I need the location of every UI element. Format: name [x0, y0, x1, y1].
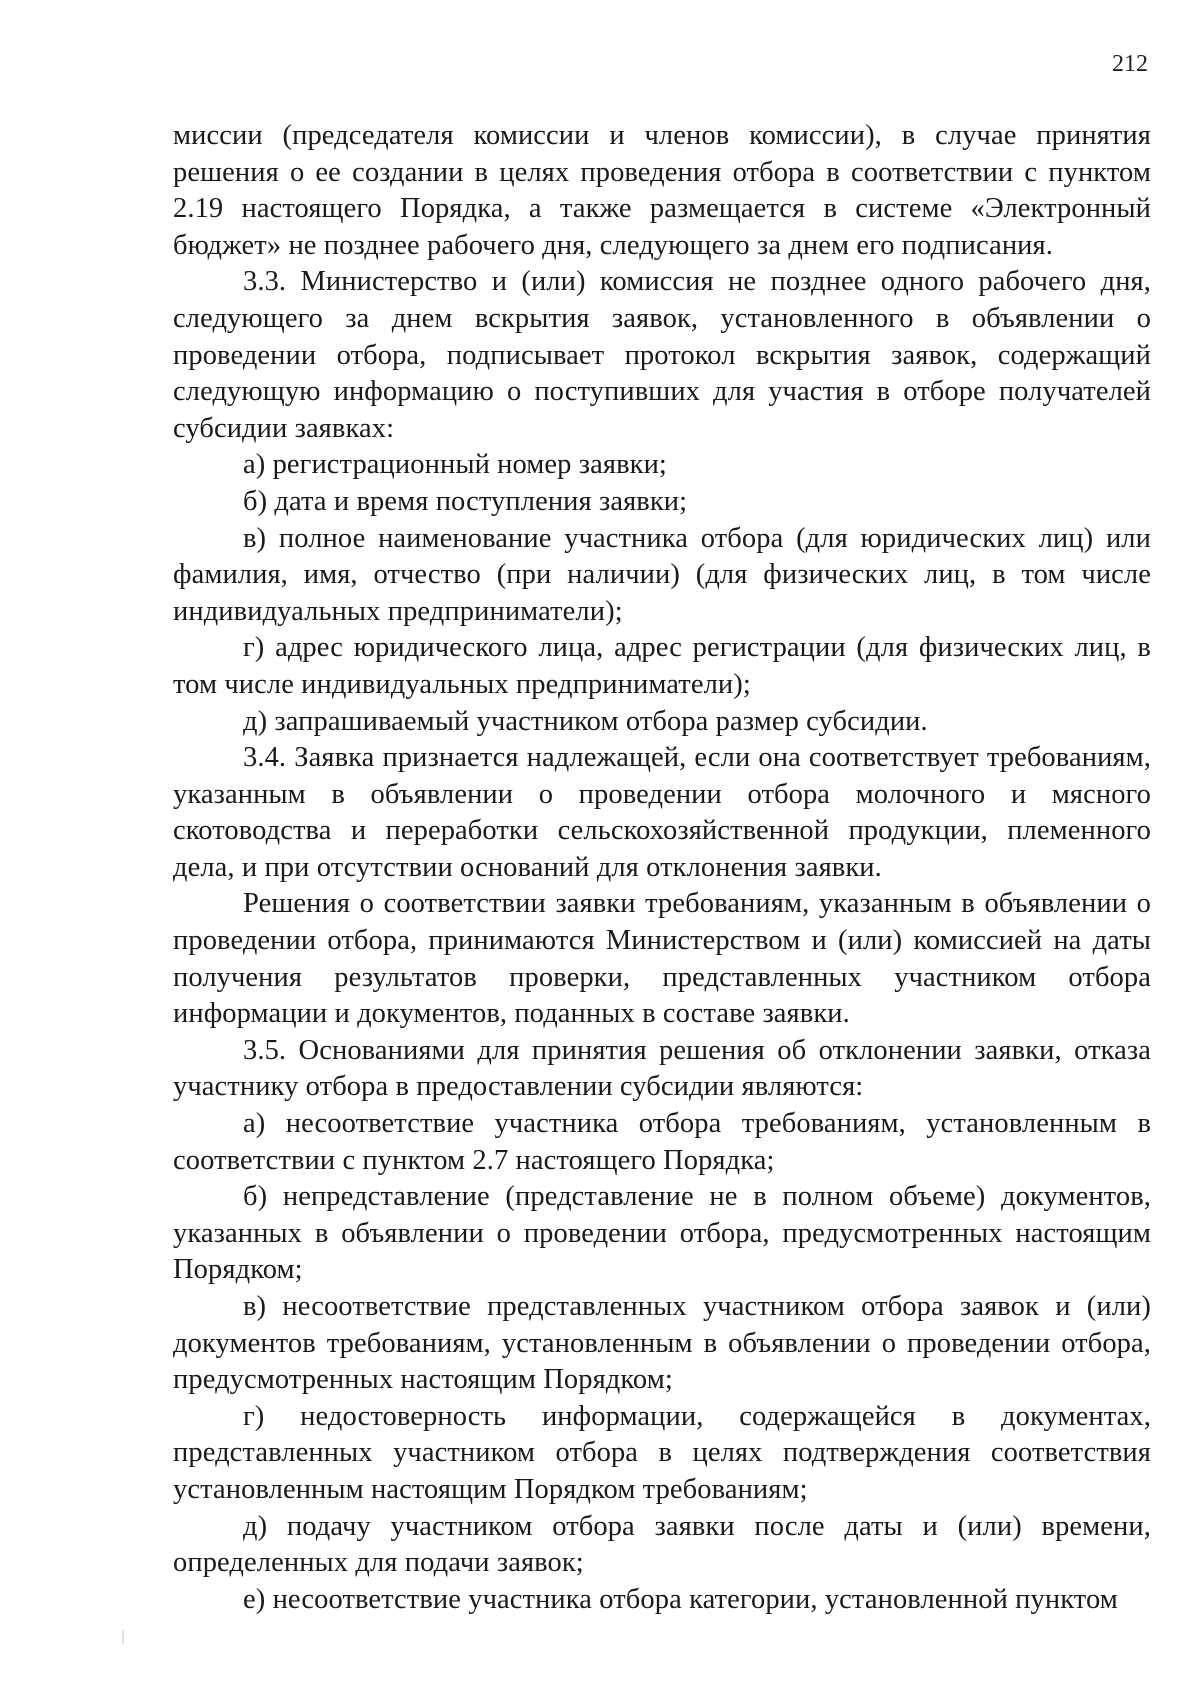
- paragraph-3-5: 3.5. Основаниями для принятия решения об отклонении заявки, отказа участнику отбора в предоставлении субсидии являются:: [173, 1034, 1151, 1103]
- list-item-a: а) регистрационный номер заявки;: [243, 449, 667, 481]
- grounds-item-v: в) несоответствие представленных участником отбора заявок и (или) документов требованиям, установленным в объявлении о проведении отбора, предусмотренных настоящим Порядком;: [173, 1291, 1151, 1396]
- paragraph-3-3: 3.3. Министерство и (или) комиссия не позднее одного рабочего дня, следующего за днем вскрытия заявок, установленного в объявлении о проведении отбора, подписывает протокол вскрытия заявок, содержащий следующую информацию о поступивших для участия в отборе получателей субсидии заявках:: [173, 266, 1151, 444]
- page-number: 212: [1112, 51, 1148, 77]
- paragraph-continuation: миссии (председателя комиссии и членов комиссии), в случае принятия решения о ее создании в целях проведения отбора в соответствии с пунктом 2.19 настоящего Порядка, а также размещается в системе «Электронный бюджет» не позднее рабочего дня, следующего за днем его подписания.: [173, 120, 1151, 261]
- list-item-g: г) адрес юридического лица, адрес регистрации (для физических лиц, в том числе индивидуальных предприниматели);: [173, 632, 1151, 700]
- grounds-item-a: а) несоответствие участника отбора требованиям, установленным в соответствии с пунктом 2.7 настоящего Порядка;: [173, 1108, 1151, 1176]
- document-body: [173, 118, 1151, 1618]
- list-item-b: б) дата и время поступления заявки;: [243, 485, 688, 517]
- grounds-item-e: е) несоответствие участника отбора категории, установленной пунктом: [243, 1583, 1118, 1615]
- grounds-item-g: г) недостоверность информации, содержащейся в документах, представленных участником отбора в целях подтверждения соответствия установленным настоящим Порядком требованиям;: [173, 1400, 1151, 1505]
- grounds-item-d: д) подачу участником отбора заявки после даты и (или) времени, определенных для подачи заявок;: [173, 1510, 1151, 1579]
- paragraph-decisions: Решения о соответствии заявки требованиям, указанным в объявлении о проведении отбора, принимаются Министерством и (или) комиссией на даты получения результатов проверки, представленных участником отбора информации и документов, поданных в составе заявки.: [173, 888, 1151, 1030]
- list-item-d: д) запрашиваемый участником отбора размер субсидии.: [243, 705, 928, 737]
- paragraph-3-4: 3.4. Заявка признается надлежащей, если она соответствует требованиям, указанным в объявлении о проведении отбора молочного и мясного скотоводства и переработки сельскохозяйственной продукции, племенного дела, и при отсутствии оснований для отклонения заявки.: [173, 742, 1151, 883]
- grounds-item-b: б) непредставление (представление не в полном объеме) документов, указанных в объявлении о проведении отбора, предусмотренных настоящим Порядком;: [173, 1181, 1151, 1286]
- list-item-v: в) полное наименование участника отбора (для юридических лиц) или фамилия, имя, отчество (при наличии) (для физических лиц, в том числе индивидуальных предприниматели);: [173, 522, 1151, 627]
- scan-artifact: [122, 1630, 124, 1644]
